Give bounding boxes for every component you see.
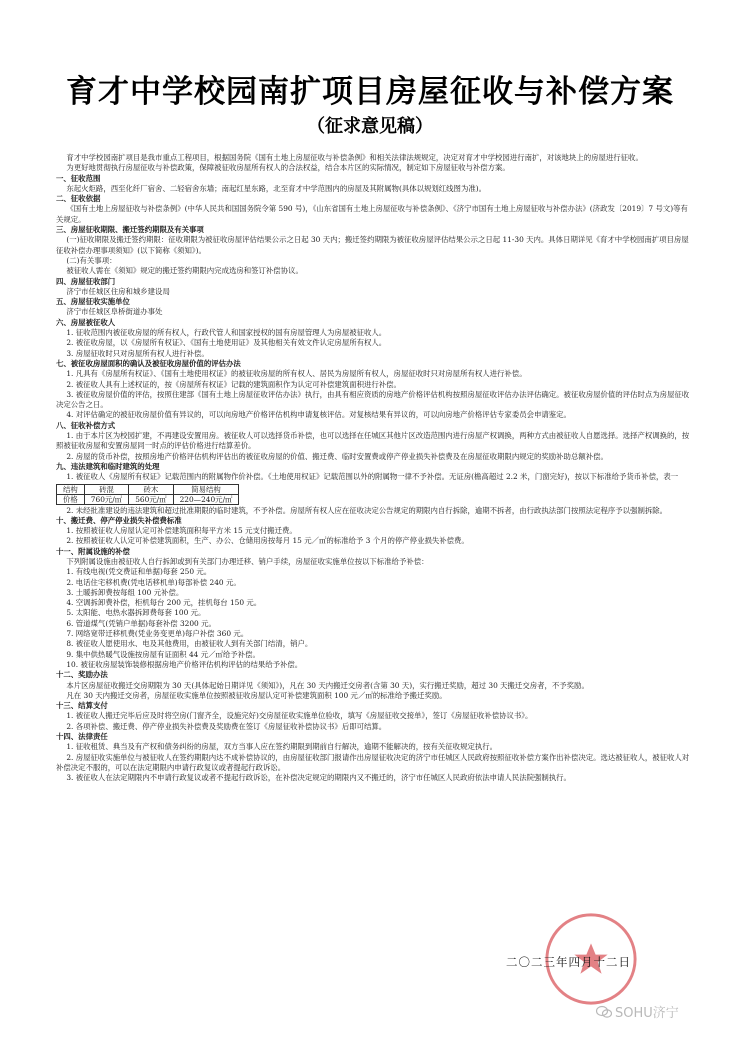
chat-bubble-icon [596,1005,612,1019]
section-heading: 一、征收范围 [56,173,101,183]
section-line: (一)征收期限及搬迁签约期限：征收期限为被征收房屋评估结果公示之日起 30 天内；搬迁签约期限为被征收房屋评估结果公示之日起 11-30 天内。具体日期详见《育才中学校园南扩项目房屋征收补偿办理事项须知》(以下简称《须知》)。 [56,235,689,255]
document-date: 二〇二三年四月十二日 [506,955,631,969]
price-table-row [57,494,239,504]
section-heading: 十一、附属设施的补偿 [56,546,130,556]
section-heading: 十、搬迁费、停产停业损失补偿费标准 [56,515,182,525]
price-table-cell: 砖混 [84,484,128,494]
sections-part-1 [56,174,692,483]
sections-part-2 [56,506,692,784]
section-heading: 三、房屋征收期限、搬迁签约期限及有关事项 [56,225,204,235]
price-table-cell: 价格 [57,494,85,504]
section-line: (二)有关事项： [66,255,117,265]
section-line: 4. 对评估确定的被征收房屋价值有异议的，可以向房地产价格评估机构申请复核评估。对复核结果有异议的，可以向房地产价格评估专家委员会申请鉴定。 [66,410,571,420]
watermark [596,1002,679,1021]
price-table-cell: 简易结构 [173,484,239,494]
intro-paragraph: 育才中学校园南扩项目是我市重点工程项目，根据国务院《国有土地上房屋征收与补偿条例》和相关法律法规规定，决定对育才中学校园进行南扩，对该地块上的房屋进行征收。 [66,153,643,162]
section-line: 6. 管道煤气(凭销户单据)每套补偿 3200 元。 [66,618,216,628]
section-line: 1. 征收范围内被征收房屋的所有权人，行政代管人和国家授权的国有房屋管理人为房屋被征收人。 [66,328,387,338]
section-heading: 七、被征收房屋面积的确认及被征收房屋价值的评估办法 [56,358,241,368]
section-line: 2. 房屋的货币补偿，按照房地产价格评估机构评估出的被征收房屋的价值、搬迁费、临时安置费或停产停业损失补偿费及在房屋征收期限内规定的奖励补助总额补偿。 [66,451,608,461]
price-table-header-row [57,484,239,494]
price-table-cell: 结构 [57,484,85,494]
section-line: 9. 集中供热暖气设施按房屋有证面积 44 元／㎡给予补偿。 [66,649,260,659]
section-line: 济宁市任城区阜桥街道办事处 [66,307,163,317]
section-line: 3. 被征收人在法定期限内不申请行政复议或者不提起行政诉讼，在补偿决定规定的期限内又不搬迁的，济宁市任城区人民政府依法申请人民法院强制执行。 [66,773,571,783]
intro-paragraph: 为更好地贯彻执行房屋征收与补偿政策，保障被征收房屋所有权人的合法权益，结合本片区的实际情况，制定如下房屋征收与补偿方案。 [66,163,510,173]
section-line: 1. 凡具有《房屋所有权证》、《国有土地使用权证》的被征收房屋的所有权人、居民为房屋所有权人，房屋征收时只对房屋所有权人进行补偿。 [66,369,527,379]
section-line: 3. 被征收房屋价值的评估，按照住建部《国有土地上房屋征收评估办法》执行，由具有相应资质的房地产价格评估机构按照房屋征收评估办法评估确定。被征收房屋价值的评估时点为房屋征收决定公告之日。 [56,389,690,410]
section-line: 1. 被征收人《房屋所有权证》记载范围内的附属物作价补偿。《土地使用权证》记载范围以外的附属物一律不予补偿。无证房(檐高超过 2.2 米，门窗完好)，按以下标准给予货币补偿，表一 [66,472,679,482]
section-line: 1. 由于本片区为校园扩建，不再建设安置用房。被征收人可以选择货币补偿，也可以选择在任城区其他片区改造范围内进行房屋产权调换，两种方式由被征收人自愿选择。选择产权调换的，按照被征收房屋和安置房屋同一时点的评估价格进行结算差价。 [56,431,690,451]
section-line: 下列附属设施由被征收人自行拆卸或到有关部门办理迁移、销户手续，房屋征收实施单位按以下标准给予补偿： [66,556,429,566]
section-line: 本片区房屋征收搬迁交房期限为 30 天(具体起始日期详见《须知》)，凡在 30 天内搬迁交房者(含第 30 天)，实行搬迁奖励，超过 30 天搬迁交房者，不予奖励。 [66,680,589,690]
price-table-cell: 砖木 [129,484,173,494]
price-table-cell: 560元/㎡ [129,494,173,504]
section-line: 1. 按照被征收人房屋认定可补偿建筑面积每平方米 15 元支付搬迁费。 [66,526,297,536]
section-line: 1. 征收租赁、典当及有产权和债务纠纷的房屋，双方当事人应在签约期限到期前自行解决，逾期不能解决的，按有关征收规定执行。 [66,742,498,752]
section-line: 凡在 30 天内搬迁交房者，房屋征收实施单位按照被征收房屋认定可补偿建筑面积 100 元／㎡的标准给予搬迁奖励。 [66,690,447,700]
section-line: 1. 被征收人搬迁完毕后应及时将空房(门窗齐全，设施完好)交房屋征收实施单位验收，填写《房屋征收交接单》，签订《房屋征收补偿协议书》。 [66,711,533,721]
document-title: 育才中学校园南扩项目房屋征收与补偿方案 [66,74,674,110]
price-table-cell: 760元/㎡ [84,494,128,504]
section-line: 7. 网络宽带迁移机费(凭业务变更单)每户补偿 360 元。 [66,629,249,639]
section-line: 2. 被征收人具有上述权证的，按《房屋所有权证》记载的建筑面积作为认定可补偿建筑面积进行补偿。 [66,379,401,389]
section-line: 2. 电话住宅移机费(凭电话移机单)每部补偿 240 元。 [66,577,241,587]
section-line: 2. 房屋征收实施单位与被征收人在签约期限内达不成补偿协议的，由房屋征收部门报请作出房屋征收决定的济宁市任城区人民政府按照征收补偿方案作出补偿决定。选达被征收人，被征收人对补偿决定不服的，可以在法定期限内申请行政复议或者提起行政诉讼。 [56,752,690,772]
section-line: 2. 未经批准建设的违法建筑和超过批准期限的临时建筑，不予补偿。房屋所有权人应在征收决定公告规定的期限内自行拆除，逾期不拆者，由行政执法部门按照法定程序予以强制拆除。 [66,505,668,515]
section-line: 8. 被征收人愿使用水、电及其他费用，由被征收人到有关部门结清，销户。 [66,639,313,649]
section-heading: 八、征收补偿方式 [56,420,116,430]
section-line: 《国有土地上房屋征收与补偿条例》(中华人民共和国国务院令第 590 号)，《山东省国有土地上房屋征收与补偿条例》、《济宁市国有土地上房屋征收与补偿办法》(济政发〔2019〕7 号文)等有关规定。 [56,204,688,224]
section-heading: 十二、奖励办法 [56,670,108,680]
section-line: 3. 土暖拆卸费按每组 100 元补偿。 [66,587,184,597]
document-body [56,153,692,784]
section-heading: 六、房屋被征收人 [56,317,116,327]
section-line: 济宁市任城区住房和城乡建设局 [66,286,170,296]
section-line: 4. 空调拆卸费补偿，柜机每台 200 元，挂机每台 150 元。 [66,598,262,608]
section-line: 2. 各项补偿、搬迁费、停产停业损失补偿费及奖励费在签订《房屋征收补偿协议书》后即可结算。 [66,721,387,731]
section-heading: 四、房屋征收部门 [56,276,116,286]
section-heading: 二、征收依据 [56,194,101,204]
section-heading: 五、房屋征收实施单位 [56,297,130,307]
watermark-text: SOHU济宁 [615,1006,679,1021]
section-line: 1. 有线电视(凭交费证和单据)每套 250 元。 [66,567,212,577]
section-line: 3. 房屋征收时只对房屋所有权人进行补偿。 [66,348,209,358]
section-line: 2. 被征收房屋，以《房屋所有权证》、《国有土地使用证》及其他相关有效文件认定房屋所有权人。 [66,338,387,348]
section-line: 5. 太阳能、电热水器拆卸费每套 100 元。 [66,608,206,618]
price-table-cell: 220—240元/㎡ [173,494,239,504]
document-subtitle: （征求意见稿） [307,116,433,137]
section-line: 10. 被征收房屋装饰装修根据房地产价格评估机构评估的结果给予补偿。 [66,659,303,669]
section-line: 东起火炬路，西至化纤厂宿舍、二轻宿舍东墙；南起红星东路，北至育才中学范围内的房屋及其附属物(具体以规划红线图为准)。 [66,183,487,193]
section-heading: 十三、结算支付 [56,701,108,711]
section-line: 被征收人需在《须知》规定的搬迁签约期限内完成选房和签订补偿协议。 [66,266,303,276]
section-line: 2. 按照被征收人认定可补偿建筑面积，生产、办公、仓储用房按每月 15 元／㎡的标准给予 3 个月的停产停业损失补偿费。 [66,536,469,546]
price-table [56,484,239,505]
section-heading: 九、违法建筑和临时建筑的处理 [56,461,160,471]
section-heading: 十四、法律责任 [56,732,108,742]
